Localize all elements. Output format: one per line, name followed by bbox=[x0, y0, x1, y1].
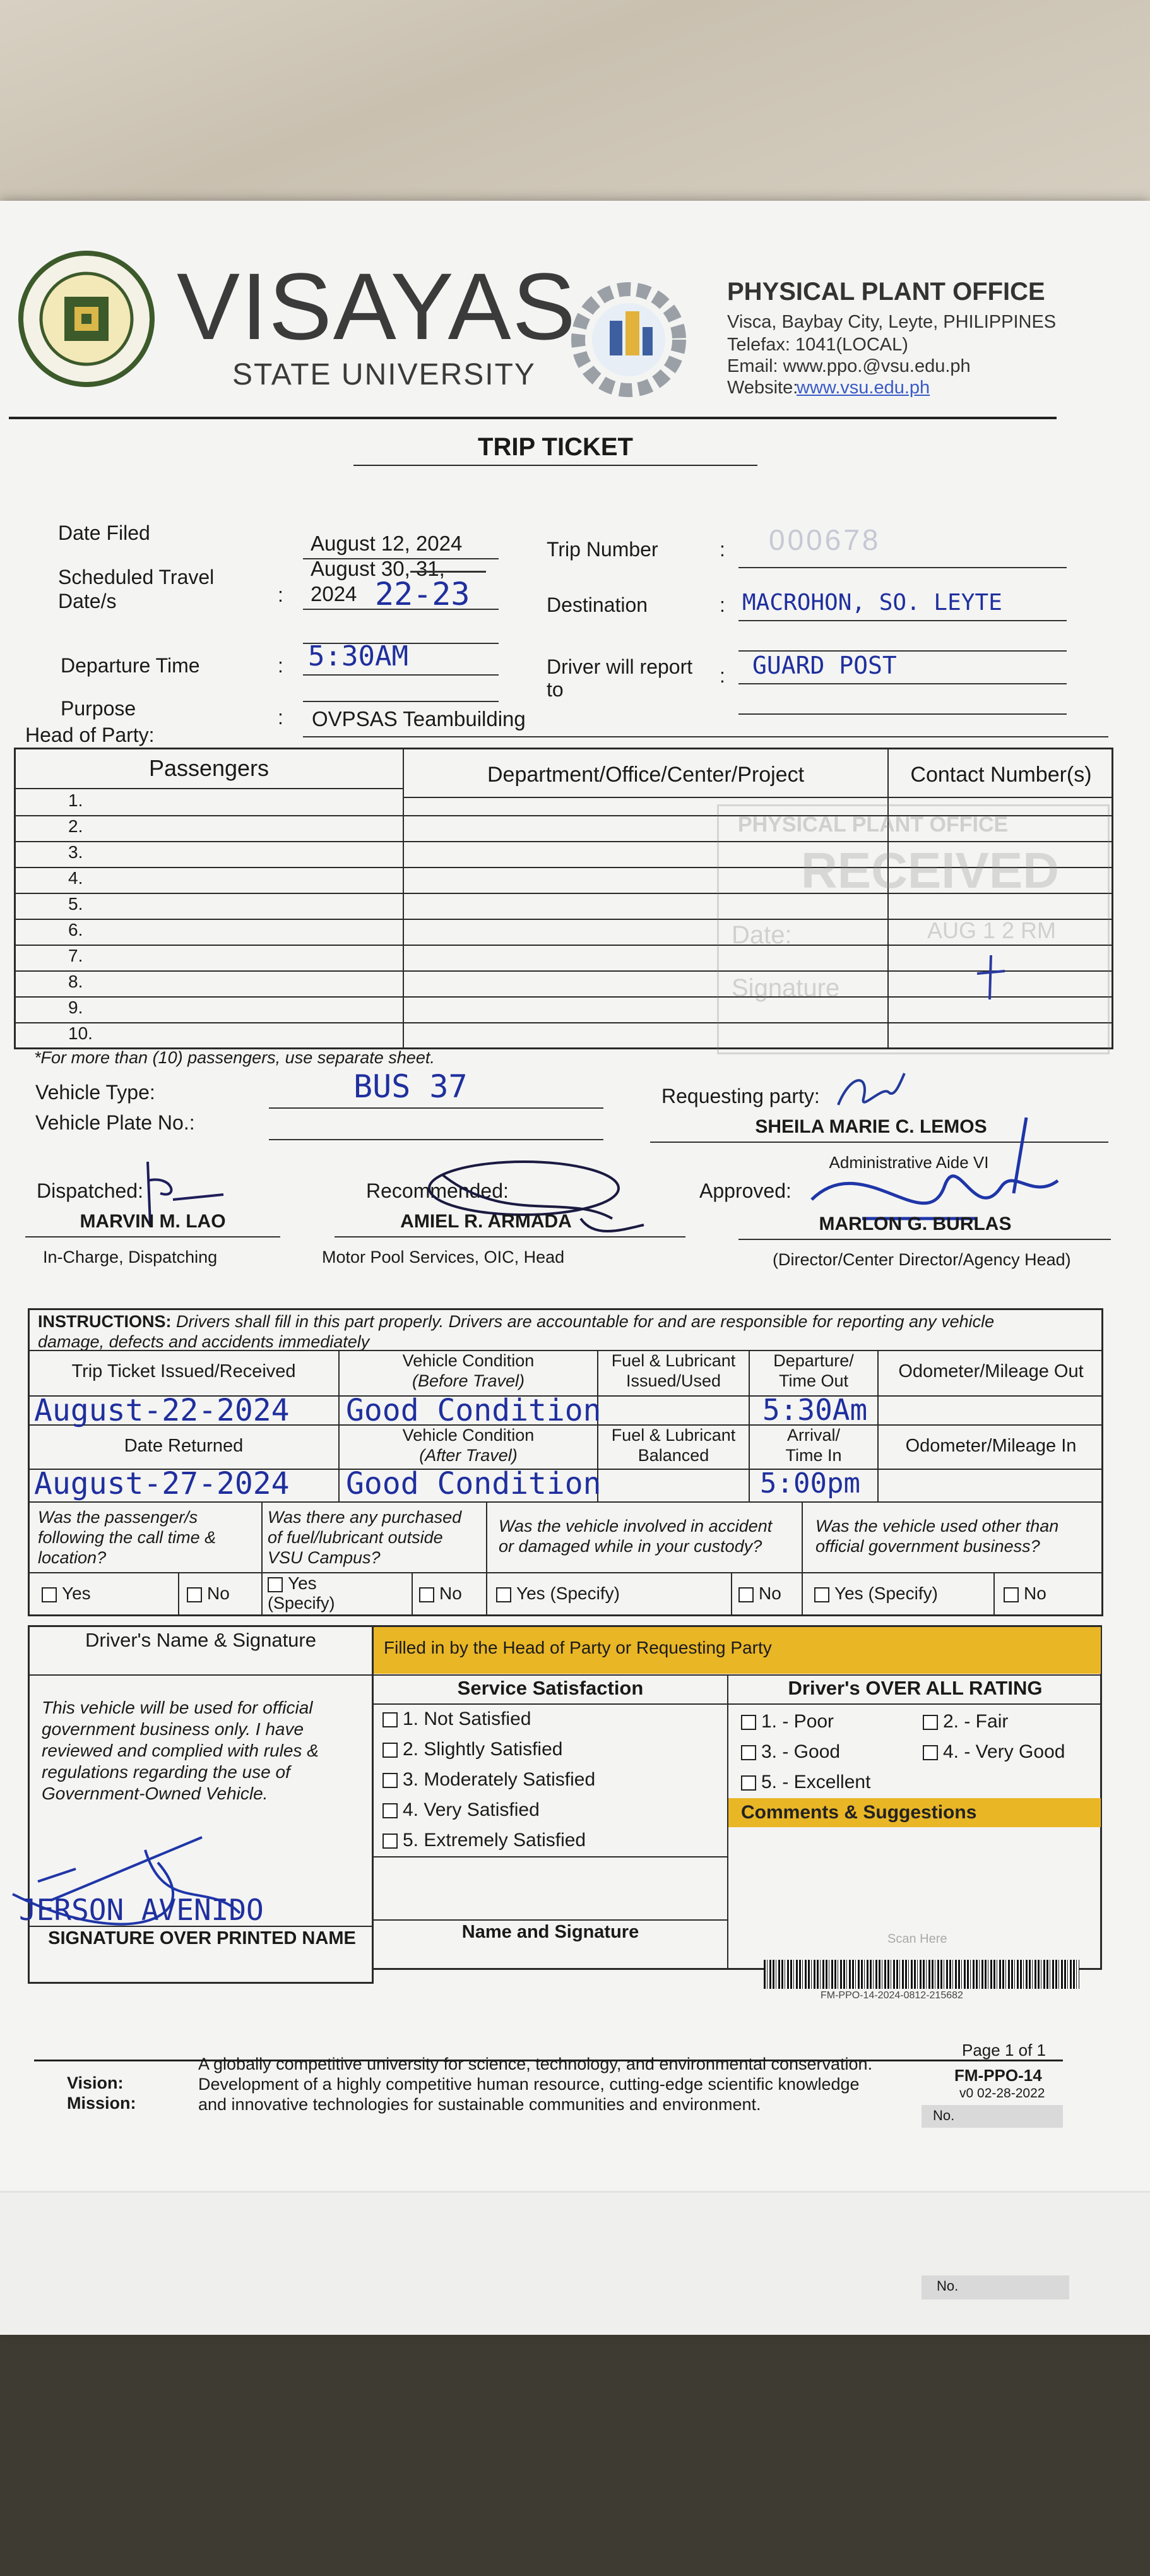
name-sig-rule bbox=[372, 1919, 727, 1921]
service-option-checkbox[interactable] bbox=[382, 1773, 398, 1788]
q4-no-checkbox[interactable] bbox=[1004, 1587, 1019, 1602]
driver-statement bbox=[42, 1697, 362, 1804]
q1-line-1: Was the passenger/s bbox=[38, 1508, 198, 1527]
requesting-title: Administrative Aide VI bbox=[829, 1153, 989, 1172]
service-satisfaction-option[interactable] bbox=[382, 1739, 562, 1760]
question-col-1 bbox=[261, 1501, 263, 1616]
office-address: Visca, Baybay City, Leyte, PHILIPPINES bbox=[727, 312, 1057, 332]
paper-lower-sheet bbox=[0, 2191, 1150, 2335]
stamp-date-value: AUG 1 2 RM bbox=[927, 917, 1057, 943]
recommended-signature bbox=[404, 1155, 669, 1260]
stamp-signature: Signature bbox=[732, 974, 840, 1002]
dispatched-name: MARVIN M. LAO bbox=[80, 1211, 226, 1232]
q4-yes[interactable] bbox=[814, 1583, 938, 1604]
q1-line-2: following the call time & bbox=[38, 1528, 216, 1547]
q1-yes-label: Yes bbox=[62, 1583, 91, 1603]
driver-rating-header: Driver's OVER ALL RATING bbox=[788, 1677, 1043, 1699]
rating-excellent-checkbox[interactable] bbox=[741, 1775, 756, 1791]
driver-header-rule bbox=[28, 1674, 374, 1676]
service-option-checkbox[interactable] bbox=[382, 1743, 398, 1758]
q1-split bbox=[178, 1572, 179, 1616]
recommended-name: AMIEL R. ARMADA bbox=[400, 1211, 572, 1232]
q2-specify: (Specify) bbox=[268, 1594, 335, 1613]
departure-value: 5:30AM bbox=[308, 640, 408, 672]
time-out-value: 5:30Am bbox=[762, 1393, 868, 1427]
university-name: VISAYAS bbox=[177, 253, 577, 359]
passengers-header-rule bbox=[14, 788, 403, 789]
purpose-upper-line bbox=[303, 701, 499, 702]
q4-no-label: No bbox=[1024, 1583, 1046, 1603]
question-col-2 bbox=[486, 1501, 487, 1616]
driver-report-line bbox=[738, 683, 1067, 684]
stamp-office: PHYSICAL PLANT OFFICE bbox=[738, 813, 1009, 837]
fuel-used-header-1: Fuel & Lubricant bbox=[611, 1351, 736, 1370]
no-label: No. bbox=[933, 2108, 955, 2123]
scheduled-typed-1: August 30, 31, bbox=[311, 557, 445, 580]
passenger-row-number: 9. bbox=[68, 998, 83, 1017]
table-surface bbox=[0, 0, 1150, 208]
form-version: v0 02-28-2022 bbox=[959, 2086, 1045, 2101]
instr-rule-5 bbox=[28, 1501, 1103, 1503]
q4-no[interactable] bbox=[1004, 1583, 1046, 1604]
q3-split bbox=[731, 1572, 732, 1616]
service-option-label: 4. Very Satisfied bbox=[403, 1799, 540, 1820]
no-label-lower: No. bbox=[937, 2278, 959, 2294]
q2-no-label: No bbox=[439, 1583, 462, 1603]
q3-line-2: or damaged while in your custody? bbox=[499, 1537, 762, 1556]
rating-good-label: 3. - Good bbox=[761, 1741, 841, 1762]
head-of-party-label: Head of Party: bbox=[25, 724, 155, 746]
date-filed-value: August 12, 2024 bbox=[311, 532, 463, 555]
passenger-row-number: 6. bbox=[68, 920, 83, 939]
purpose-value: OVPSAS Teambuilding bbox=[312, 707, 526, 730]
scheduled-strike bbox=[410, 571, 486, 573]
service-items-rule bbox=[372, 1856, 727, 1857]
q4-line-1: Was the vehicle used other than bbox=[815, 1517, 1059, 1535]
q4-yes-checkbox[interactable] bbox=[814, 1587, 829, 1602]
scheduled-colon: : bbox=[278, 583, 283, 606]
approved-title: (Director/Center Director/Agency Head) bbox=[773, 1250, 1071, 1269]
satisfaction-banner: Filled in by the Head of Party or Requesting Party bbox=[384, 1638, 772, 1657]
instructions-text-2: damage, defects and accidents immediately bbox=[38, 1332, 370, 1351]
arrival-header-2: Time In bbox=[785, 1446, 842, 1465]
rating-poor[interactable] bbox=[741, 1711, 834, 1732]
q2-yes-label: Yes bbox=[288, 1573, 317, 1593]
passengers-header-rule-2 bbox=[403, 797, 1113, 798]
fuel-balance-header-2: Balanced bbox=[637, 1446, 709, 1465]
rating-fair-label: 2. - Fair bbox=[943, 1711, 1009, 1732]
dispatched-line bbox=[25, 1236, 280, 1237]
vehicle-plate-label: Vehicle Plate No.: bbox=[35, 1111, 195, 1134]
mission-text-1: Development of a highly competitive human resource, cutting-edge scientific knowledge bbox=[198, 2075, 860, 2094]
office-title: PHYSICAL PLANT OFFICE bbox=[727, 278, 1045, 306]
stamp-initial-mark bbox=[972, 952, 1010, 1006]
question-col-3 bbox=[802, 1501, 803, 1616]
arrival-header-1: Arrival/ bbox=[786, 1426, 840, 1445]
received-stamp bbox=[717, 804, 1110, 1054]
driver-report-value: GUARD POST bbox=[752, 652, 897, 679]
service-satisfaction-header: Service Satisfaction bbox=[457, 1677, 644, 1699]
q4-line-2: official government business? bbox=[815, 1537, 1040, 1556]
mission-label: Mission: bbox=[67, 2094, 136, 2113]
scheduled-typed-2: 2024 bbox=[311, 582, 357, 605]
odometer-in-header: Odometer/Mileage In bbox=[905, 1436, 1077, 1456]
cond-after-header-2: (After Travel) bbox=[419, 1446, 518, 1465]
page-number: Page 1 of 1 bbox=[962, 2041, 1046, 2060]
rating-good-checkbox[interactable] bbox=[741, 1745, 756, 1760]
ppo-logo-icon bbox=[566, 277, 692, 403]
q2-no-checkbox[interactable] bbox=[419, 1587, 434, 1602]
contact-header: Contact Number(s) bbox=[910, 763, 1092, 787]
satisfaction-banner-rule bbox=[372, 1674, 1102, 1676]
dispatched-title: In-Charge, Dispatching bbox=[43, 1248, 218, 1267]
q2-line-2: of fuel/lubricant outside bbox=[268, 1528, 443, 1547]
header-rule bbox=[9, 417, 1057, 419]
scheduled-line bbox=[303, 609, 499, 610]
head-of-party-line bbox=[303, 736, 1108, 737]
service-satisfaction-option[interactable] bbox=[382, 1799, 540, 1821]
cond-before-header-1: Vehicle Condition bbox=[402, 1351, 535, 1370]
passenger-row-number: 5. bbox=[68, 894, 83, 914]
approved-signature bbox=[786, 1111, 1064, 1266]
passenger-row-number: 2. bbox=[68, 816, 83, 836]
vehicle-type-line bbox=[269, 1107, 603, 1109]
rating-very-good[interactable] bbox=[923, 1741, 1065, 1763]
rating-poor-label: 1. - Poor bbox=[761, 1711, 834, 1732]
vehicle-plate-line bbox=[269, 1139, 603, 1140]
form-code: FM-PPO-14 bbox=[954, 2066, 1042, 2085]
q1-no-label: No bbox=[207, 1583, 230, 1603]
service-satisfaction-option[interactable] bbox=[382, 1769, 595, 1791]
passenger-row-number: 1. bbox=[68, 790, 83, 810]
recommended-line bbox=[335, 1236, 685, 1237]
service-satisfaction-option[interactable] bbox=[382, 1708, 531, 1730]
odometer-out-header: Odometer/Mileage Out bbox=[898, 1361, 1084, 1381]
instructions-label: INSTRUCTIONS: bbox=[38, 1312, 172, 1331]
q2-no[interactable] bbox=[419, 1583, 462, 1604]
department-header: Department/Office/Center/Project bbox=[487, 763, 805, 787]
service-option-label: 2. Slightly Satisfied bbox=[403, 1739, 563, 1760]
q3-yes-checkbox[interactable] bbox=[496, 1587, 511, 1602]
departure-header-1: Departure/ bbox=[773, 1351, 854, 1370]
q2-split bbox=[412, 1572, 413, 1616]
passenger-row-number: 10. bbox=[68, 1023, 93, 1043]
service-option-checkbox[interactable] bbox=[382, 1803, 398, 1818]
q4-yes-label: Yes (Specify) bbox=[834, 1583, 938, 1603]
cond-before-value: Good Condition bbox=[346, 1393, 602, 1428]
q1-no[interactable] bbox=[187, 1583, 230, 1604]
driver-report-label-to: to bbox=[547, 678, 564, 701]
q2-yes[interactable] bbox=[268, 1573, 317, 1594]
q3-no[interactable] bbox=[738, 1583, 781, 1604]
trip-number-colon: : bbox=[720, 538, 725, 561]
driver-report-label: Driver will report bbox=[547, 655, 693, 678]
trip-number-label: Trip Number bbox=[547, 538, 658, 561]
purpose-label: Purpose bbox=[61, 697, 136, 720]
service-option-label: 1. Not Satisfied bbox=[403, 1708, 531, 1729]
cond-after-value: Good Condition bbox=[346, 1466, 602, 1501]
scan-here-label: Scan Here bbox=[887, 1932, 947, 1946]
approved-line bbox=[738, 1239, 1111, 1240]
driver-statement-line: reviewed and complied with rules & bbox=[42, 1741, 319, 1760]
approved-name: MARLON G. BURLAS bbox=[819, 1213, 1012, 1234]
returned-header: Date Returned bbox=[124, 1436, 244, 1456]
trip-number-value: 000678 bbox=[769, 523, 881, 556]
rating-very-good-checkbox[interactable] bbox=[923, 1745, 938, 1760]
rating-poor-checkbox[interactable] bbox=[741, 1715, 756, 1730]
rating-fair[interactable] bbox=[923, 1711, 1008, 1732]
passengers-note: *For more than (10) passengers, use separate sheet. bbox=[34, 1048, 435, 1067]
q3-no-checkbox[interactable] bbox=[738, 1587, 754, 1602]
requesting-party-label: Requesting party: bbox=[661, 1085, 820, 1107]
scheduled-travel-label: Scheduled Travel bbox=[58, 566, 215, 588]
service-option-checkbox[interactable] bbox=[382, 1712, 398, 1727]
driver-report-colon: : bbox=[720, 664, 725, 687]
departure-colon: : bbox=[278, 654, 283, 677]
issued-header: Trip Ticket Issued/Received bbox=[71, 1361, 296, 1381]
service-satisfaction-option[interactable] bbox=[382, 1830, 586, 1851]
instructions-text-1 bbox=[38, 1312, 994, 1332]
question-rule bbox=[28, 1572, 1103, 1573]
recommended-label: Recommended: bbox=[366, 1179, 509, 1202]
website-link[interactable]: www.vsu.edu.ph bbox=[797, 378, 930, 398]
vision-text: A globally competitive university for science, technology, and environmental conservation. bbox=[198, 2054, 873, 2073]
dispatched-label: Dispatched: bbox=[37, 1179, 143, 1202]
scheduled-handwritten: 22-23 bbox=[375, 576, 470, 612]
barcode-icon bbox=[764, 1960, 1079, 1989]
requesting-name: SHEILA MARIE C. LEMOS bbox=[755, 1116, 987, 1137]
barcode-text: FM-PPO-14-2024-0812-215682 bbox=[821, 1990, 963, 2001]
purpose-colon: : bbox=[278, 706, 283, 729]
q1-no-checkbox[interactable] bbox=[187, 1587, 202, 1602]
departure-label: Departure Time bbox=[61, 654, 200, 677]
destination-colon: : bbox=[720, 593, 725, 616]
driver-header: Driver's Name & Signature bbox=[85, 1629, 316, 1651]
q2-line-3: VSU Campus? bbox=[268, 1548, 381, 1567]
service-option-checkbox[interactable] bbox=[382, 1834, 398, 1849]
q3-yes-label: Yes (Specify) bbox=[516, 1583, 620, 1603]
driver-statement-line: Government-Owned Vehicle. bbox=[42, 1784, 268, 1803]
driver-report-line-2 bbox=[738, 713, 1067, 715]
trip-number-line bbox=[738, 567, 1067, 568]
scheduled-dates-label: Date/s bbox=[58, 590, 117, 612]
cond-before-header-2: (Before Travel) bbox=[412, 1371, 525, 1390]
destination-label: Destination bbox=[547, 593, 648, 616]
q2-line-1: Was there any purchased bbox=[268, 1508, 462, 1527]
service-option-label: 3. Moderately Satisfied bbox=[403, 1769, 596, 1790]
returned-value: August-27-2024 bbox=[34, 1466, 290, 1501]
destination-line bbox=[738, 620, 1067, 621]
name-signature-label: Name and Signature bbox=[461, 1922, 639, 1942]
vision-label: Vision: bbox=[67, 2073, 124, 2092]
date-filed-label: Date Filed bbox=[58, 522, 150, 544]
rating-excellent[interactable] bbox=[741, 1772, 870, 1793]
q3-yes[interactable] bbox=[496, 1583, 620, 1604]
vsu-seal-icon bbox=[18, 250, 155, 388]
q3-no-label: No bbox=[759, 1583, 781, 1603]
issued-value: August-22-2024 bbox=[34, 1393, 290, 1428]
q3-line-1: Was the vehicle involved in accident bbox=[499, 1517, 773, 1535]
vehicle-type-value: BUS 37 bbox=[353, 1068, 468, 1105]
q1-yes[interactable] bbox=[42, 1583, 91, 1604]
passengers-header: Passengers bbox=[148, 755, 270, 781]
cond-after-header-1: Vehicle Condition bbox=[402, 1426, 535, 1445]
service-option-label: 5. Extremely Satisfied bbox=[403, 1830, 586, 1851]
approved-label: Approved: bbox=[699, 1179, 791, 1202]
website-label: Website: bbox=[727, 378, 798, 398]
rating-very-good-label: 4. - Very Good bbox=[943, 1741, 1065, 1762]
office-email: Email: www.ppo.@vsu.edu.ph bbox=[727, 356, 971, 376]
q1-line-3: location? bbox=[38, 1548, 107, 1567]
driver-statement-line: regulations regarding the use of bbox=[42, 1762, 290, 1782]
passenger-row-number: 8. bbox=[68, 972, 83, 991]
passengers-col-divider-1 bbox=[403, 748, 404, 1049]
q1-yes-checkbox[interactable] bbox=[42, 1587, 57, 1602]
rating-good[interactable] bbox=[741, 1741, 840, 1763]
time-in-value: 5:00pm bbox=[760, 1467, 860, 1500]
title-underline bbox=[353, 465, 757, 466]
recommended-title: Motor Pool Services, OIC, Head bbox=[322, 1248, 565, 1267]
vehicle-type-label: Vehicle Type: bbox=[35, 1081, 155, 1104]
document-title: TRIP TICKET bbox=[478, 433, 633, 461]
rating-excellent-label: 5. - Excellent bbox=[761, 1772, 871, 1792]
driver-statement-line: government business only. I have bbox=[42, 1719, 304, 1739]
driver-sig-rule bbox=[28, 1926, 374, 1927]
stamp-received: RECEIVED bbox=[801, 842, 1059, 898]
departure-line bbox=[303, 674, 499, 676]
driver-statement-line: This vehicle will be used for official bbox=[42, 1698, 313, 1717]
driver-name-handwritten: JERSON AVENIDO bbox=[19, 1893, 264, 1927]
passenger-row-number: 7. bbox=[68, 946, 83, 965]
fuel-balance-header-1: Fuel & Lubricant bbox=[611, 1426, 736, 1445]
instructions-body: Drivers shall fill in this part properly. Drivers are accountable for and are responsible for reporting any vehicle bbox=[176, 1312, 995, 1331]
mission-text-2: and innovative technologies for sustainable communities and environment. bbox=[198, 2095, 761, 2114]
university-subtitle: STATE UNIVERSITY bbox=[232, 358, 536, 391]
passenger-row-number: 4. bbox=[68, 868, 83, 888]
passenger-row-number: 3. bbox=[68, 842, 83, 862]
office-telefax: Telefax: 1041(LOCAL) bbox=[727, 335, 908, 355]
driver-signature-label: SIGNATURE OVER PRINTED NAME bbox=[48, 1928, 356, 1948]
destination-value: MACROHON, SO. LEYTE bbox=[742, 590, 1002, 616]
stamp-date: Date: bbox=[732, 921, 792, 949]
fuel-used-header-2: Issued/Used bbox=[625, 1371, 721, 1390]
q4-split bbox=[993, 1572, 995, 1616]
rating-fair-checkbox[interactable] bbox=[923, 1715, 938, 1730]
departure-header-2: Time Out bbox=[778, 1371, 849, 1390]
camouflage-background bbox=[0, 2330, 1150, 2576]
service-header-rule bbox=[372, 1703, 1102, 1705]
q2-yes-checkbox[interactable] bbox=[268, 1577, 283, 1592]
comments-header: Comments & Suggestions bbox=[741, 1802, 977, 1823]
